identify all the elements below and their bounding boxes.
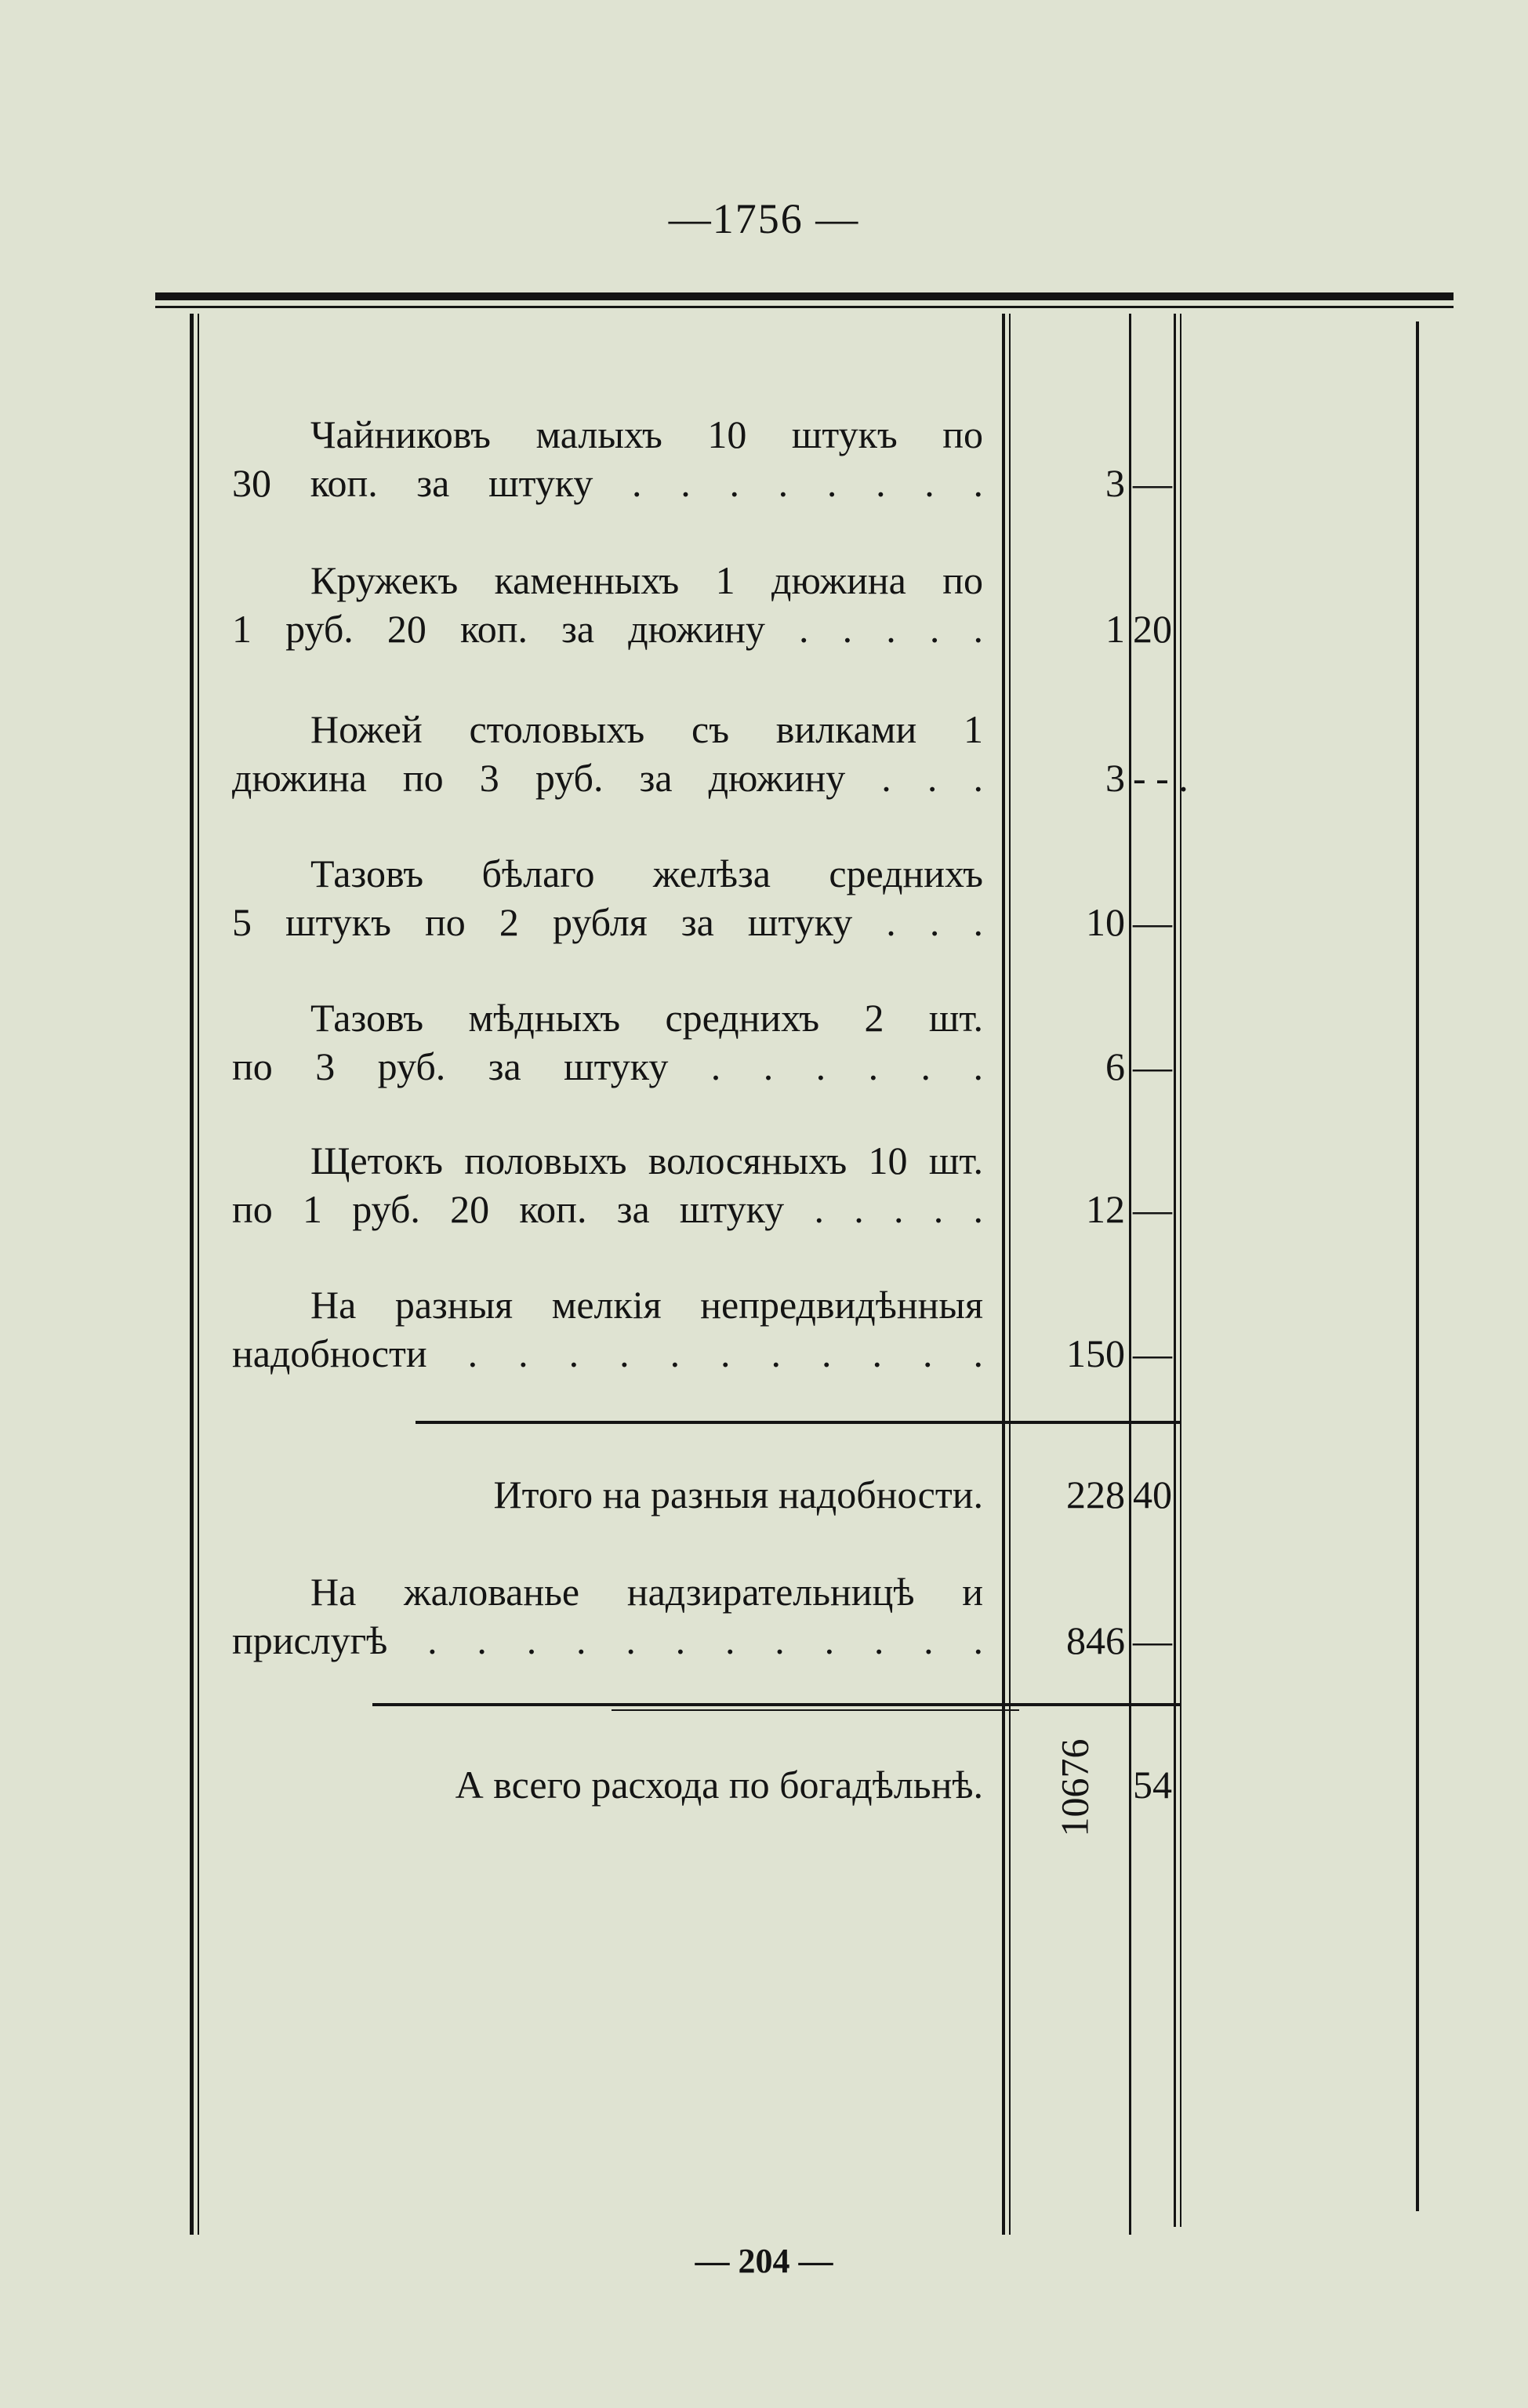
- entry-7-line-2: надобности . . . . . . . . . . .: [232, 1331, 983, 1375]
- entry-4-line-2: 5 штукъ по 2 рубля за штуку . . .: [232, 900, 983, 944]
- salary-rubles: 846: [1066, 1618, 1125, 1662]
- subtotal-label: Итого на разныя надобности.: [493, 1473, 983, 1516]
- entry-3-line-2: дюжина по 3 руб. за дюжину . . .: [232, 756, 983, 800]
- entry-6-rubles: 12: [1086, 1187, 1125, 1231]
- subtotal-rule: [416, 1421, 1181, 1424]
- entry-3-line-1: Ножей столовыхъ съ вилками 1: [310, 707, 983, 751]
- entry-4-kopecks: —: [1133, 900, 1172, 944]
- grand-total-rule: [372, 1703, 1181, 1706]
- entry-4-rubles: 10: [1086, 900, 1125, 944]
- salary-kopecks: —: [1133, 1618, 1172, 1662]
- rubles-column-left-border: [1002, 314, 1005, 2235]
- kopecks-column-left-border: [1129, 314, 1131, 2235]
- entry-5-rubles: 6: [1105, 1044, 1125, 1088]
- entry-4-line-1: Тазовъ бѣлаго желѣза среднихъ: [310, 852, 983, 895]
- entry-5-kopecks: —: [1133, 1044, 1172, 1088]
- grand-total-label: А всего расхода по богадѣльнѣ.: [455, 1763, 983, 1807]
- table-left-border: [190, 314, 194, 2235]
- subtotal-kopecks: 40: [1133, 1473, 1172, 1516]
- entry-5-line-1: Тазовъ мѣдныхъ среднихъ 2 шт.: [310, 996, 983, 1040]
- subtotal-rubles: 228: [1066, 1473, 1125, 1516]
- grand-total-rubles-cell: [1019, 1725, 1129, 1850]
- entry-2-kopecks: 20: [1133, 607, 1172, 651]
- kopecks-column-right-border-inner: [1180, 314, 1181, 2227]
- salary-line-2: прислугѣ . . . . . . . . . . . .: [232, 1618, 983, 1662]
- salary-line-1: На жалованье надзирательницѣ и: [310, 1570, 983, 1614]
- grand-total-rubles: 10676: [1052, 1738, 1096, 1837]
- kopecks-column-right-border: [1174, 314, 1176, 2227]
- table-top-rule-thin: [155, 306, 1454, 308]
- table-left-border-inner: [198, 314, 199, 2235]
- entry-2-rubles: 1: [1105, 607, 1125, 651]
- entry-7-line-1: На разныя мелкія непредвидѣнныя: [310, 1283, 983, 1327]
- entry-1-rubles: 3: [1105, 461, 1125, 505]
- page-number-bottom: — 204 —: [695, 2242, 833, 2280]
- entry-6-line-1: Щетокъ половыхъ волосяныхъ 10 шт.: [310, 1139, 983, 1182]
- entry-2-line-1: Кружекъ каменныхъ 1 дюжина по: [310, 558, 983, 602]
- entry-2-line-2: 1 руб. 20 коп. за дюжину . . . . .: [232, 607, 983, 651]
- entry-5-line-2: по 3 руб. за штуку . . . . . .: [232, 1044, 983, 1088]
- table-top-rule: [155, 292, 1454, 300]
- grand-total-rule-thin: [612, 1709, 1019, 1711]
- entry-1-kopecks: —: [1133, 461, 1172, 505]
- rubles-column-left-border-inner: [1009, 314, 1011, 2235]
- entry-1-line-2: 30 коп. за штуку . . . . . . . .: [232, 461, 983, 505]
- grand-total-kopecks: 54: [1133, 1763, 1172, 1807]
- entry-3-rubles: 3: [1105, 756, 1125, 800]
- entry-7-kopecks: —: [1133, 1331, 1172, 1375]
- entry-6-line-2: по 1 руб. 20 коп. за штуку . . . . .: [232, 1187, 983, 1231]
- table-right-border: [1416, 321, 1419, 2211]
- page-number-top: —1756 —: [668, 195, 860, 242]
- entry-6-kopecks: —: [1133, 1187, 1172, 1231]
- entry-3-kopecks: - - .: [1133, 756, 1189, 800]
- entry-7-rubles: 150: [1066, 1331, 1125, 1375]
- entry-1-line-1: Чайниковъ малыхъ 10 штукъ по: [310, 412, 983, 456]
